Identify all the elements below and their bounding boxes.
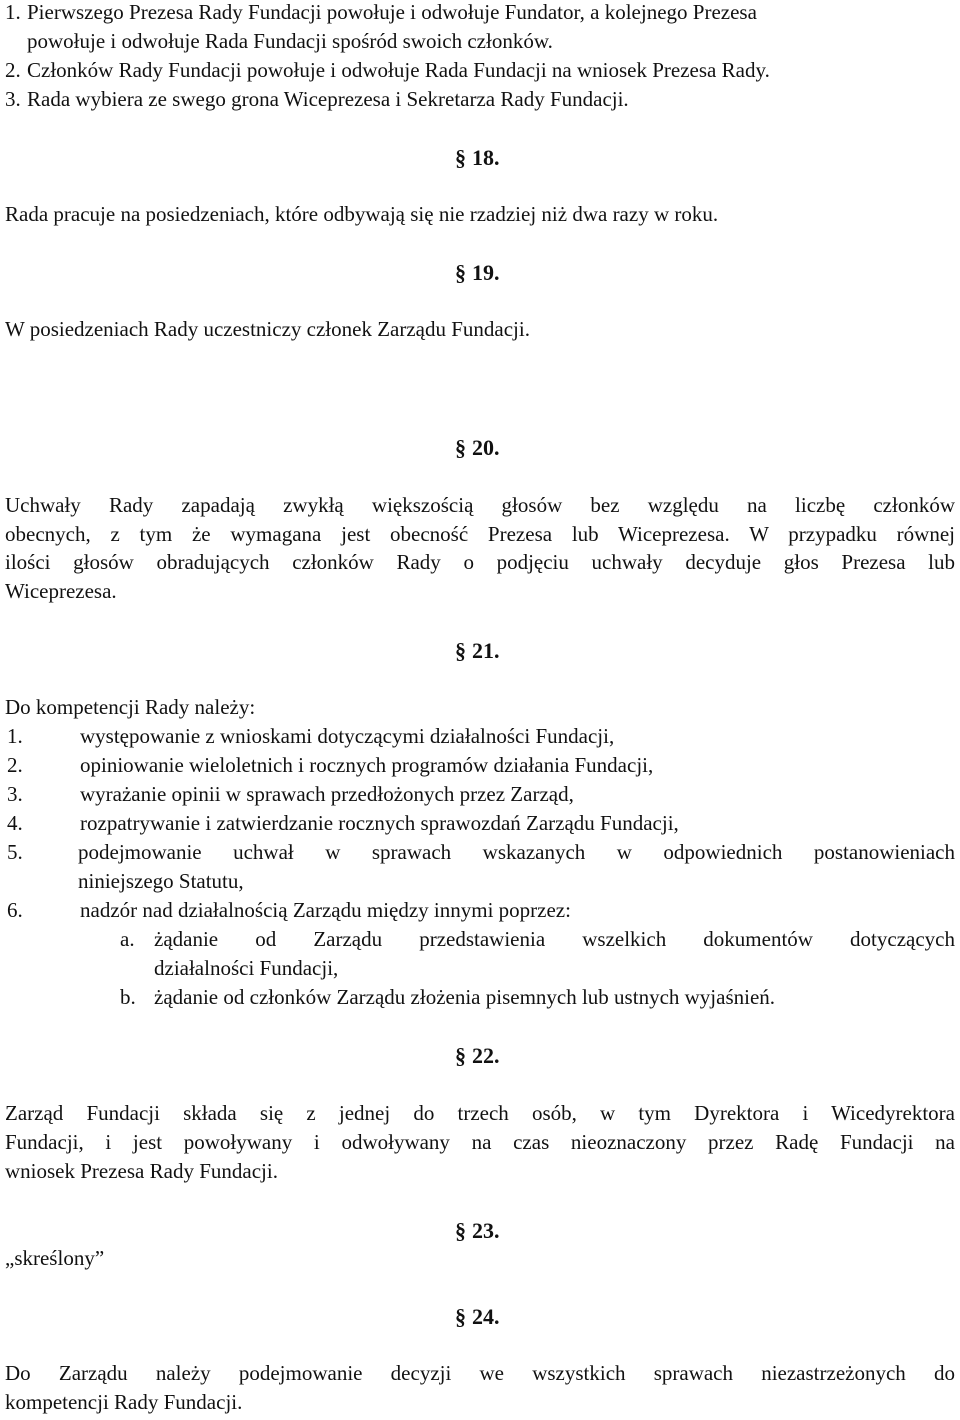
section-20-line-3: ilości głosów obradujących członków Rady o podjęciu uchwały decyduje głos Prezesa lub (5, 550, 955, 574)
section-heading-20 (455, 433, 500, 462)
section-symbol: § (455, 1218, 466, 1243)
list-text: opiniowanie wieloletnich i rocznych programów działania Fundacji, (80, 753, 654, 777)
list-text: podejmowanie uchwał w sprawach wskazanych w odpowiednich postanowieniach (78, 840, 955, 864)
section-24-line-1: Do Zarządu należy podejmowanie decyzji we wszystkich sprawach niezastrzeżonych do (5, 1361, 955, 1385)
list-number: 1. (7, 724, 23, 748)
section-heading-24 (455, 1302, 500, 1331)
oversight-subitem-a (120, 925, 955, 954)
competence-item-5-continuation: niniejszego Statutu, (78, 869, 244, 893)
section-heading-22 (455, 1041, 500, 1070)
list-number: 4. (7, 811, 23, 835)
section-number: 20. (472, 435, 500, 460)
section-symbol: § (455, 1043, 466, 1068)
oversight-subitem-a-continuation: działalności Fundacji, (154, 956, 339, 980)
section-23-text: „skreślony” (5, 1246, 105, 1270)
list-text: Rada wybiera ze swego grona Wiceprezesa i Sekretarza Rady Fundacji. (27, 87, 629, 111)
list-number: 2. (7, 753, 23, 777)
intro-item-3 (5, 85, 955, 114)
section-22-line-3: wniosek Prezesa Rady Fundacji. (5, 1159, 278, 1183)
competence-item-3 (5, 780, 955, 809)
list-number: 2. (5, 58, 21, 82)
section-symbol: § (455, 145, 466, 170)
section-22-line-2: Fundacji, i jest powoływany i odwoływany na czas nieoznaczony przez Radę Fundacji na (5, 1130, 955, 1154)
competence-item-4 (5, 809, 955, 838)
list-number: 5. (7, 840, 23, 864)
section-heading-23 (455, 1216, 500, 1245)
sublist-text: żądanie od Zarządu przedstawienia wszelkich dokumentów dotyczących (154, 927, 955, 951)
section-number: 19. (472, 260, 500, 285)
section-18-text: Rada pracuje na posiedzeniach, które odbywają się nie rzadziej niż dwa razy w roku. (5, 202, 719, 226)
section-21-intro: Do kompetencji Rady należy: (5, 695, 256, 719)
section-number: 21. (472, 638, 500, 663)
section-20-line-2: obecnych, z tym że wymagana jest obecność Prezesa lub Wiceprezesa. W przypadku równej (5, 522, 955, 546)
list-text: Pierwszego Prezesa Rady Fundacji powołuje i odwołuje Fundator, a kolejnego Prezesa (27, 0, 757, 24)
list-text: wyrażanie opinii w sprawach przedłożonych przez Zarząd, (80, 782, 574, 806)
list-text: Członków Rady Fundacji powołuje i odwołuje Rada Fundacji na wniosek Prezesa Rady. (27, 58, 770, 82)
section-19-text: W posiedzeniach Rady uczestniczy członek Zarządu Fundacji. (5, 317, 530, 341)
competence-item-6 (5, 896, 955, 925)
list-number: 1. (5, 0, 21, 24)
section-heading-18 (455, 143, 500, 172)
section-20-line-4: Wiceprezesa. (5, 579, 117, 603)
list-number: 3. (5, 87, 21, 111)
section-24-line-2: kompetencji Rady Fundacji. (5, 1390, 243, 1414)
section-20-line-1: Uchwały Rady zapadają zwykłą większością głosów bez względu na liczbę członków (5, 493, 955, 517)
section-heading-19 (455, 258, 500, 287)
competence-item-1 (5, 722, 955, 751)
list-text: występowanie z wnioskami dotyczącymi działalności Fundacji, (80, 724, 615, 748)
oversight-subitem-b (120, 983, 960, 1012)
section-heading-21 (455, 636, 500, 665)
list-text: rozpatrywanie i zatwierdzanie rocznych sprawozdań Zarządu Fundacji, (80, 811, 679, 835)
intro-item-1-continuation (27, 27, 960, 56)
section-number: 24. (472, 1304, 500, 1329)
intro-item-1 (5, 0, 955, 27)
section-number: 18. (472, 145, 500, 170)
list-text: powołuje i odwołuje Rada Fundacji spośród swoich członków. (27, 29, 553, 53)
list-number: 6. (7, 898, 23, 922)
sublist-letter: b. (120, 985, 136, 1009)
section-symbol: § (455, 435, 466, 460)
section-symbol: § (455, 260, 466, 285)
competence-item-5 (5, 838, 955, 867)
section-22-line-1: Zarząd Fundacji składa się z jednej do trzech osób, w tym Dyrektora i Wicedyrektora (5, 1101, 955, 1125)
intro-item-2 (5, 56, 955, 85)
competence-item-2 (5, 751, 955, 780)
list-text: nadzór nad działalnością Zarządu między innymi poprzez: (80, 898, 571, 922)
sublist-letter: a. (120, 927, 135, 951)
section-symbol: § (455, 1304, 466, 1329)
list-number: 3. (7, 782, 23, 806)
section-number: 22. (472, 1043, 500, 1068)
section-number: 23. (472, 1218, 500, 1243)
section-symbol: § (455, 638, 466, 663)
sublist-text: żądanie od członków Zarządu złożenia pisemnych lub ustnych wyjaśnień. (154, 985, 776, 1009)
